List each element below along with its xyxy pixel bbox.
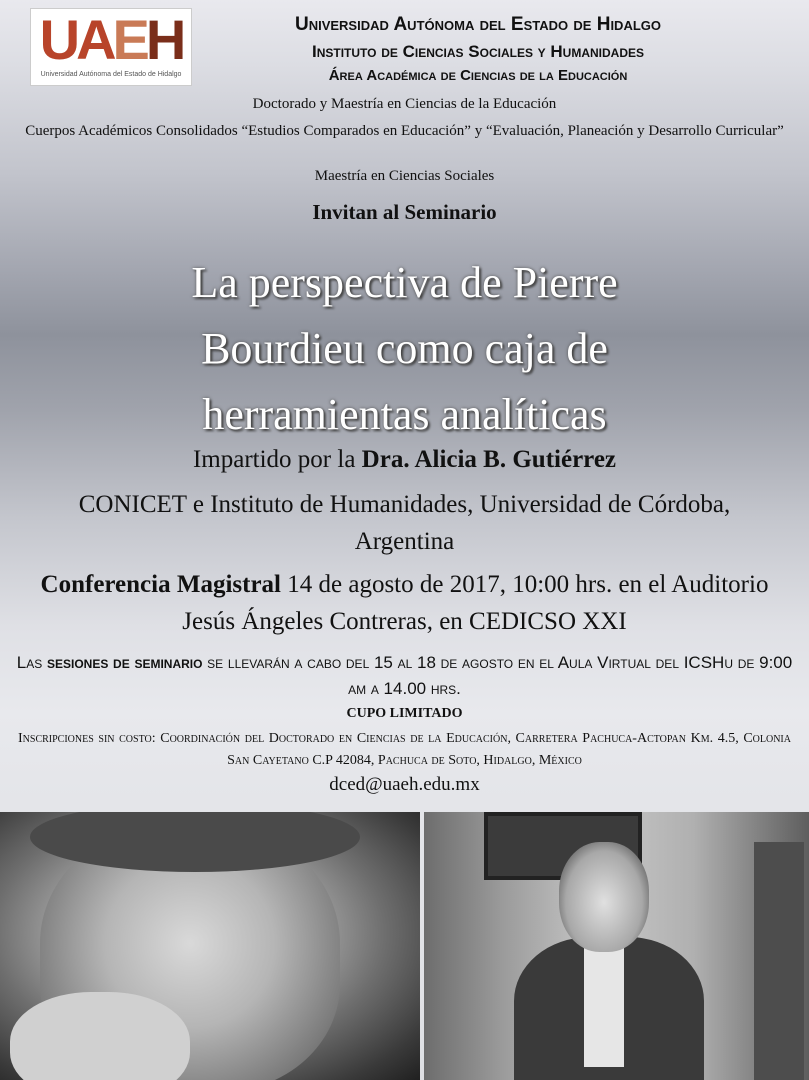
sessions-prefix: Las [16, 653, 47, 672]
sessions-info [10, 650, 799, 702]
title-line-3: herramientas analíticas [202, 390, 607, 439]
institute-name: Instituto de Ciencias Sociales y Humanidades [311, 42, 645, 61]
speaker-prefix: Impartido por la [192, 446, 356, 473]
speaker-affiliation: CONICET e Instituto de Humanidades, Universidad de Córdoba, Argentina [78, 491, 731, 555]
registration-info: Inscripciones sin costo: Coordinación del Doctorado en Ciencias de la Educación, Carretera Pachuca-Actopan Km. 4.5, Colonia San Cayetano C.P 42084, Pachuca de Soto, Hidalgo, México [18, 731, 791, 768]
title-line-2: Bourdieu como caja de [201, 324, 608, 373]
masters-line: Maestría en Ciencias Sociales [314, 168, 495, 184]
programs-line: Doctorado y Maestría en Ciencias de la Educación [252, 96, 557, 112]
logo-subtitle: Universidad Autónoma del Estado de Hidalgo [40, 71, 182, 78]
invite-heading: Invitan al Seminario [312, 200, 497, 224]
title-line-1: La perspectiva de Pierre [191, 258, 618, 307]
uaeh-logo [30, 8, 192, 86]
conference-label: Conferencia Magistral [40, 571, 281, 598]
logo-mark: UAEH [39, 8, 183, 71]
university-name: Universidad Autónoma del Estado de Hidalgo [294, 14, 661, 35]
conference-info [20, 566, 789, 640]
seminar-title [0, 250, 809, 448]
capacity-note: CUPO LIMITADO [346, 706, 463, 721]
sessions-bold: sesiones de seminario [46, 653, 203, 672]
speaker-name: Dra. Alicia B. Gutiérrez [361, 446, 617, 473]
door-frame [754, 842, 804, 1080]
seated-figure [514, 842, 684, 1080]
sessions-text: se llevarán a cabo del 15 al 18 de agosto en el Aula Virtual del ICSHu de 9:00 am a 14.00 hrs. [202, 653, 793, 698]
contact-email[interactable]: dced@uaeh.edu.mx [329, 774, 480, 795]
hand-shape [10, 992, 190, 1080]
photo-bourdieu-office [424, 812, 809, 1080]
speaker-line [0, 446, 809, 474]
shirt-shape [584, 947, 624, 1067]
academic-bodies: Cuerpos Académicos Consolidados “Estudios Comparados en Educación” y “Evaluación, Planeación y Desarrollo Curricular” [25, 123, 784, 139]
photo-bourdieu-portrait [0, 812, 420, 1080]
conference-details: 14 de agosto de 2017, 10:00 hrs. en el Auditorio Jesús Ángeles Contreras, en CEDICSO XXI [182, 571, 769, 635]
academic-area: Área Académica de Ciencias de la Educación [328, 67, 628, 84]
head-shape [559, 842, 649, 952]
